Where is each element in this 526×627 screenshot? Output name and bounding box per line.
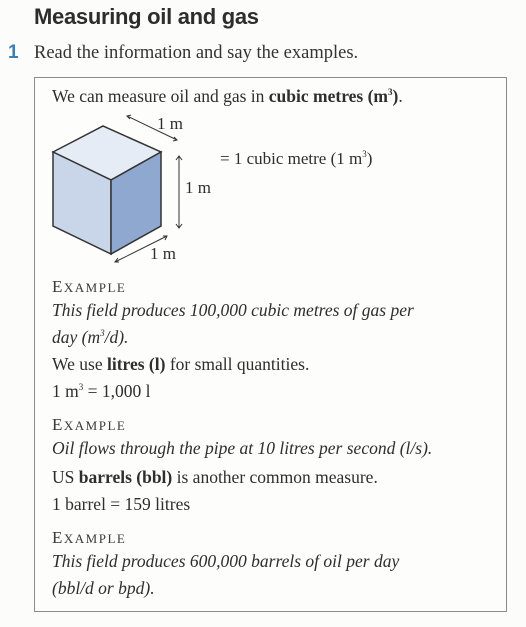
- cube-top-label: 1 m: [157, 114, 183, 133]
- example-label: EXAMPLE: [52, 528, 127, 547]
- example-3-line-1: This field produces 600,000 barrels of oil per day: [52, 551, 400, 571]
- information-box: [34, 77, 507, 612]
- cube-side-label: 1 m: [185, 178, 211, 197]
- example-1-line-2: day $(m^3/d)$.: [52, 327, 129, 347]
- cube-equals-label: = 1 cubic metre (1 $m^3$): [220, 149, 373, 168]
- barrels-line: US barrels (bbl) is another common measure.: [52, 467, 378, 487]
- exercise-number: 1: [8, 42, 19, 63]
- intro-line: We can measure oil and gas in cubic metres $(m^3)$.: [52, 86, 403, 106]
- conversion-cubic-metre: 1 $m^3 = 1,000$ l: [52, 381, 151, 401]
- example-2-line: Oil flows through the pipe at 10 litres per second (l/s).: [52, 438, 433, 458]
- example-3-line-2: (bbl/d or bpd).: [52, 578, 155, 598]
- cube-bottom-label: 1 m: [150, 244, 176, 263]
- conversion-barrel: 1 barrel = 159 litres: [52, 494, 191, 514]
- page-title: Measuring oil and gas: [34, 4, 259, 29]
- example-label: EXAMPLE: [52, 415, 127, 434]
- example-label: EXAMPLE: [52, 277, 127, 296]
- exercise-instruction: Read the information and say the examples.: [34, 43, 359, 63]
- litres-line: We use litres (l) for small quantities.: [52, 354, 310, 374]
- example-1-line-1: This field produces 100,000 cubic metres of gas per: [52, 300, 414, 320]
